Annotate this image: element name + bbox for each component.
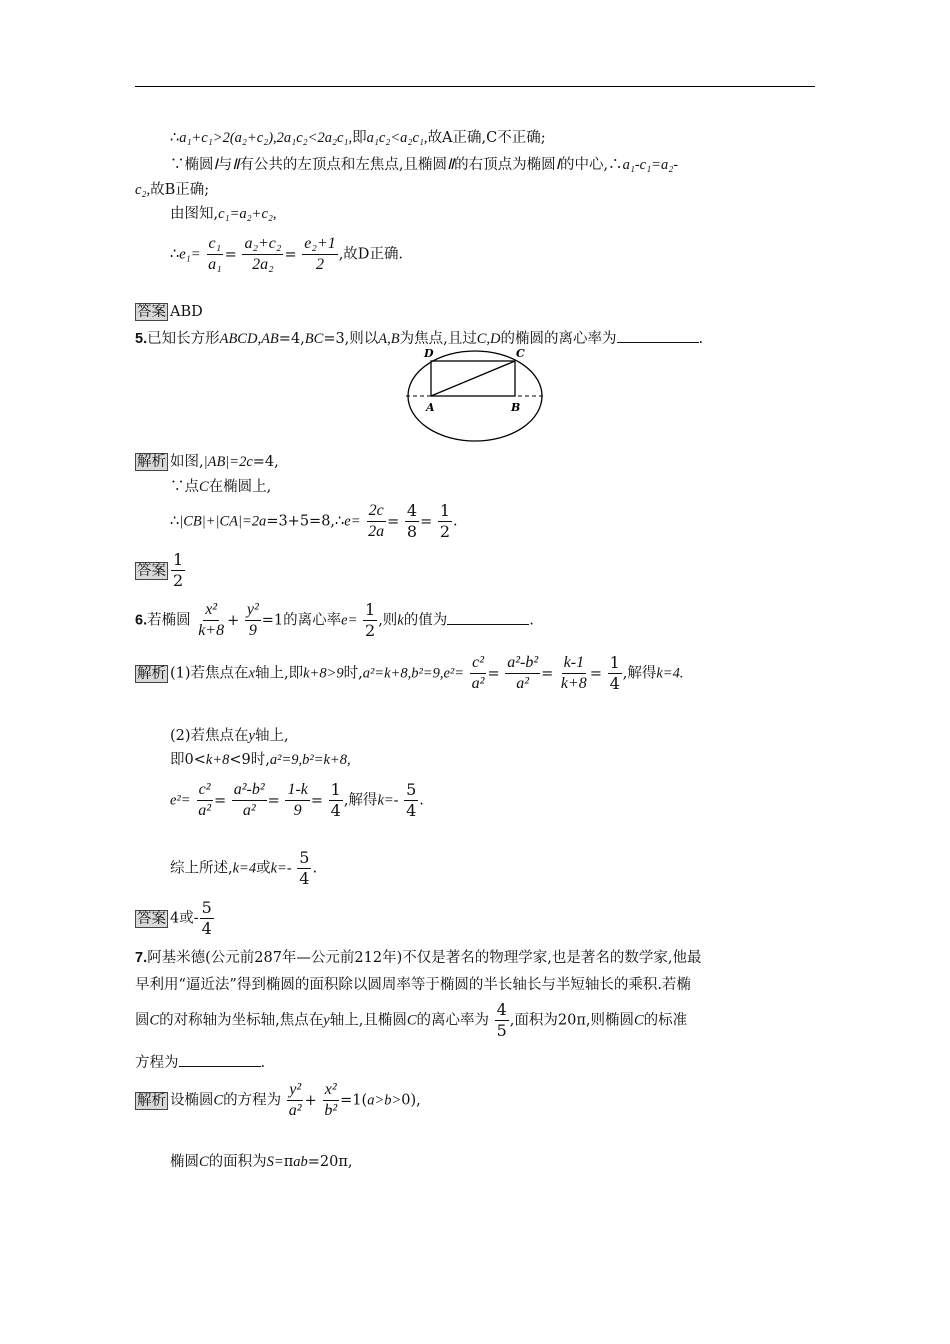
solution-line: ∵椭圆Ⅰ与Ⅱ有公共的左顶点和左焦点,且椭圆Ⅱ的右顶点为椭圆Ⅰ的中心,∴a₁-c₁=a₂- <box>170 157 679 173</box>
solution-6-formula: e²= $\frac{\text{c²}}{\text{a²}}$ = $\frac{\text{a²-b²}}{\text{a²}}$ = $\frac{1-k}{9}$ = $\frac{1}{4}$ ,解得k=- $\frac{5}{4}$ . <box>170 780 424 820</box>
fraction: $\frac{\text{x²}}{\text{b²}}$ <box>324 1081 338 1119</box>
solution-line: 由图知,c₁=a₂+c₂, <box>170 206 277 222</box>
fraction: $\frac{\text{a²-b²}}{\text{a²}}$ <box>233 781 265 819</box>
solution-7-line: 椭圆C的面积为S=πab=20π, <box>170 1154 353 1170</box>
question-7-line: 早利用“逼近法”得到椭圆的面积除以圆周率等于椭圆的半长轴长与半短轴长的乘积.若椭 <box>135 977 691 993</box>
fraction: $\frac{5}{4}$ <box>299 848 310 888</box>
fraction: $\frac{1-k}{9}$ <box>287 781 308 819</box>
fraction: $\frac{4}{5}$ <box>496 1000 507 1040</box>
answer-6-line: 答案 4或- $\frac{5}{4}$ <box>137 898 212 938</box>
question-6: 6.若椭圆 $\frac{\text{x²}}{k+8}$ + $\frac{\text{y²}}{9}$ =1的离心率e= $\frac{1}{2}$ ,则k的值为 . <box>135 600 534 640</box>
solution-6-line: (2)若焦点在y轴上, <box>170 728 289 744</box>
fraction: $\frac{\text{c²}}{\text{a²}}$ <box>198 781 211 819</box>
eccentricity-formula: ∴e₁= $\frac{\text{c₁}}{\text{a₁}}$ = $\frac{\text{a₂+c₂}}{\text{2a₂}}$ = $\frac{\text{e₂+1}}{2}$ ,故D正确. <box>170 235 404 273</box>
solution-5-line: 解析 如图,|AB|=2c=4, <box>137 454 279 470</box>
label-c: C <box>516 347 525 360</box>
solution-6-line: 即0<k+8<9时,a²=9,b²=k+8, <box>170 752 351 768</box>
solution-6-summary: 综上所述,k=4或k=- $\frac{5}{4}$ . <box>170 848 318 888</box>
answer-blank <box>447 610 529 625</box>
ellipse-figure <box>404 344 550 444</box>
answer-badge: 答案 <box>137 562 166 579</box>
solution-badge: 解析 <box>137 454 166 470</box>
label-a: A <box>426 401 435 414</box>
solution-line: c₂,故B正确; <box>135 182 210 198</box>
question-7: 7.阿基米德(公元前287年—公元前212年)不仅是著名的物理学家,也是著名的数学家,他最 <box>135 950 702 966</box>
fraction: $\frac{\text{a²-b²}}{\text{a²}}$ <box>507 654 539 692</box>
fraction: $\frac{k-1}{k+8}$ <box>560 654 587 692</box>
fraction: $\frac{\text{a₂+c₂}}{\text{2a₂}}$ <box>244 235 282 273</box>
fraction: $\frac{\text{x²}}{k+8}$ <box>198 601 225 639</box>
solution-7-line: 解析 设椭圆C的方程为 $\frac{\text{y²}}{\text{a²}}$ + $\frac{\text{x²}}{\text{b²}}$ =1(a>b>0), <box>137 1081 421 1119</box>
answer-badge: 答案 <box>137 304 166 320</box>
fraction: $\frac{1}{2}$ <box>365 600 376 640</box>
solution-badge: 解析 <box>137 1092 166 1109</box>
solution-5-line: ∵点C在椭圆上, <box>170 479 272 495</box>
label-d: D <box>424 347 434 360</box>
answer-5-line <box>135 550 186 591</box>
solution-5-formula: ∴|CB|+|CA|=2a=3+5=8,∴e= $\frac{2c}{2a}$ = $\frac{4}{8}$ = $\frac{1}{2}$ . <box>170 501 458 541</box>
fraction: $\frac{\text{y²}}{\text{a²}}$ <box>288 1081 302 1119</box>
fraction: $\frac{1}{4}$ <box>609 653 620 693</box>
diagonal-ac <box>431 361 515 396</box>
solution-line: ∴a₁+c₁>2(a₂+c₂),2a₁c₂<2a₂c₁,即a₁c₂<a₂c₁,故A正确,C不正确; <box>170 130 546 146</box>
answer-badge: 答案 <box>137 910 166 927</box>
fraction: $\frac{5}{4}$ <box>201 898 212 938</box>
answer-line: 答案 ABD <box>137 304 203 320</box>
question-5: 5.已知长方形ABCD,AB=4,BC=3,则以A,B为焦点,且过C,D的椭圆的离心率为 . <box>135 328 703 349</box>
fraction: $\frac{1}{2}$ <box>439 501 451 541</box>
question-7-line: 方程为 . <box>135 1052 265 1073</box>
fraction: $\frac{2c}{2a}$ <box>368 502 385 540</box>
fraction: $\frac{\text{y²}}{9}$ <box>246 601 259 639</box>
solution-badge: 解析 <box>137 665 166 682</box>
fraction: $\frac{1}{2}$ <box>173 550 184 590</box>
fraction: $\frac{1}{4}$ <box>330 780 341 820</box>
fraction: $\frac{\text{e₂+1}}{2}$ <box>304 235 336 273</box>
header-rule <box>135 86 815 87</box>
question-7-line: 圆C的对称轴为坐标轴,焦点在y轴上,且椭圆C的离心率为 $\frac{4}{5}$ ,面积为20π,则椭圆C的标准 <box>135 1000 688 1040</box>
fraction: $\frac{5}{4}$ <box>406 780 417 820</box>
fraction: $\frac{\text{c₁}}{\text{a₁}}$ <box>208 235 222 273</box>
answer-blank <box>179 1052 261 1067</box>
label-b: B <box>511 401 521 414</box>
fraction: $\frac{\text{c²}}{\text{a²}}$ <box>471 654 485 692</box>
solution-6-line: 解析 (1)若焦点在x轴上,即k+8>9时,a²=k+8,b²=9,e²= $\frac{\text{c²}}{\text{a²}}$ = $\frac{\text{a²-b²}}{\text{a²}}$ = $\frac{k-1}{k+8}$ = $\frac{1}{4}$ ,解得k=4. <box>137 653 684 693</box>
answer-blank <box>617 328 699 343</box>
fraction: $\frac{4}{8}$ <box>406 501 418 541</box>
